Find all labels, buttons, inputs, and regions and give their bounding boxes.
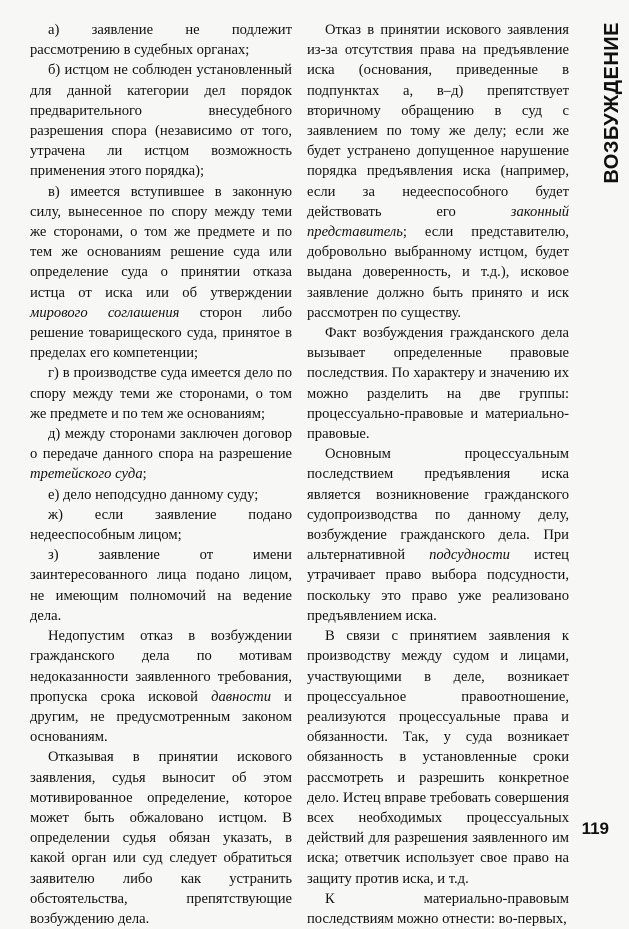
term-arbitration: третейского суда xyxy=(30,466,143,483)
term-jurisdiction: подсудности xyxy=(429,547,510,564)
item-z: з) заявление от имени заинтересованного лица подано лицом, не имеющим полномочий на ведение дела. xyxy=(30,547,292,624)
paragraph-legal-relationship: В связи с принятием заявления к производству между судом и лицами, участвующими в деле, возникает процессуальное правоотношение, реализуются процессуальные права и обязанности. Так, у суда возникает обязанность в установленные сроки рассмотреть и разрешить конкретное дело. Истец вправе требовать совершения всех необходимых процессуальных действий для разрешения заявленного им иска; ответчик использует свое право на защиту против иска, и т.д. xyxy=(307,628,569,887)
item-a: а) заявление не подлежит рассмотрению в судебных органах; xyxy=(30,22,292,59)
running-head: ВОЗБУЖДЕНИЕ xyxy=(601,22,623,184)
term-limitation: давности xyxy=(211,688,271,705)
term-settlement: мирового соглашения xyxy=(30,304,180,321)
left-column xyxy=(30,20,292,929)
term-legal-representative: законный представитель xyxy=(307,203,569,241)
paragraph-refusal-grounds: Недопустим отказ в возбуждении гражданского дела по мотивам недоказанности заявленного требования, пропуска срока исковой давности и другим, не предусмотренным законом основаниям. xyxy=(30,628,292,746)
item-g: г) в производстве суда имеется дело по спору между теми же сторонами, о том же предмете и по тем же основаниям; xyxy=(30,365,292,422)
item-zh: ж) если заявление подано недееспособным лицом; xyxy=(30,506,292,544)
item-d: д) между сторонами заключен договор о передаче данного спора на разрешение третейского суда; xyxy=(30,426,292,483)
page-number: 119 xyxy=(581,819,609,838)
paragraph-ruling: Отказывая в принятии искового заявления, судья выносит об этом мотивированное определение, которое может быть обжаловано истцом. В определении судья обязан указать, в какой орган или суд следует обратиться заявителю либо как устранить обстоятельства, препятствующие возбуждению дела. xyxy=(30,749,292,927)
item-e: е) дело неподсудно данному суду; xyxy=(48,486,259,503)
paragraph-material-consequences: К материально-правовым последствиям можно отнести: во-первых, xyxy=(307,890,569,927)
item-b: б) истцом не соблюден установленный для данной категории дел порядок предварительного внесудебного разрешения спора (независимо от того, утрачена ли истцом возможность применения этого порядка); xyxy=(30,62,292,180)
item-v: в) имеется вступившее в законную силу, вынесенное по спору между теми же сторонами, о том же предмете и по тем же основаниям решение суда или определение суда о принятии отказа истца от иска или об утверждении мирового соглашения сторон либо решение товарищеского суда, принятое в пределах его компетенции; xyxy=(30,183,292,362)
paragraph-refusal-effect: Отказ в принятии искового заявления из-за отсутствия права на предъявление иска (основания, приведенные в подпунктах а, в–д) препятствует вторичному обращению в суд с заявлением по тому же делу; если же будет устранено допущенное нарушение порядка предъявления иска (например, если за недееспособного будет действовать его законный представитель; если представителю, добровольно выбранному истцом, будет выдана доверенность, и т.д.), исковое заявление должно быть принято и иск рассмотрен по существу. xyxy=(307,22,569,321)
right-column xyxy=(307,20,569,929)
paragraph-consequences: Факт возбуждения гражданского дела вызывает определенные правовые последствия. По характеру и значению их можно разделить на две группы: процессуально-правовые и материально-правовые. xyxy=(307,325,569,443)
paragraph-procedural-consequence: Основным процессуальным последствием предъявления иска является возникновение гражданского судопроизводства по данному делу, возбуждение гражданского дела. При альтернативной подсудности истец утрачивает право выбора подсудности, поскольку это право уже реализовано предъявлением иска. xyxy=(307,446,569,624)
